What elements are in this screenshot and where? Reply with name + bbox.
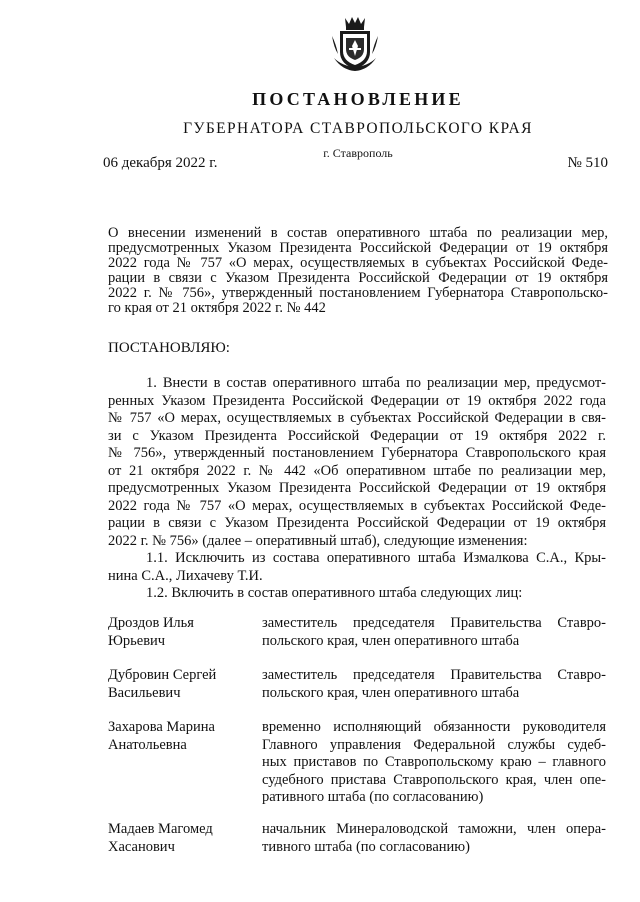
member-entry (108, 719, 606, 809)
document-number: № 510 (567, 155, 608, 171)
member-position: заместитель председателя Правительства Ставро- польского края, член оперативного штаба (262, 667, 606, 701)
coat-of-arms-icon (330, 14, 380, 72)
subject-line: предусмотренных Указом Президента Российской Федерации от 19 октября (108, 240, 608, 256)
member-entry (108, 821, 606, 861)
subject-line: О внесении изменений в состав оперативного штаба по реализации мер, (108, 225, 608, 241)
body-line: ренных Указом Президента Российской Федерации от 19 октября 2022 года (108, 392, 606, 409)
issuer-title: ГУБЕРНАТОРА СТАВРОПОЛЬСКОГО КРАЯ (183, 120, 533, 137)
body-line: 2022 г. № 756» (далее – оперативный штаб), следующие изменения: (108, 532, 528, 549)
document-date: 06 декабря 2022 г. (103, 155, 218, 171)
body-line: 1.1. Исключить из состава оперативного штаба Измалкова С.А., Кры- (146, 550, 606, 566)
body-line: № 756», утвержденный постановлением Губернатора Ставропольского края (108, 445, 606, 461)
body-line: предусмотренных Указом Президента Российской Федерации от 19 октября (108, 480, 606, 496)
body-line: 2022 года № 757 «О мерах, осуществляемых в субъектах Российской Феде- (108, 497, 606, 514)
member-name: Мадаев Магомед Хасанович (108, 821, 213, 855)
member-position: заместитель председателя Правительства Ставро- польского края, член оперативного штаба (262, 615, 606, 649)
member-position: начальник Минераловодской таможни, член опера- тивного штаба (по согласованию) (262, 821, 606, 855)
subject-line: рации в связи с Указом Президента Российской Федерации от 19 октября (108, 270, 608, 286)
member-position: временно исполняющий обязанности руководителя Главного управления Федеральной службы судеб- ных приставов по Ставропольскому краю – главного судебного пристава Ставропольского края, член опе- ративного штаба (по согласованию) (262, 719, 606, 805)
member-name: Дроздов Илья Юрьевич (108, 615, 194, 649)
body-line: нина С.А., Лихачеву Т.И. (108, 567, 263, 584)
member-name: Дубровин Сергей Васильевич (108, 667, 217, 701)
subject-line: го края от 21 октября 2022 г. № 442 (108, 300, 326, 316)
body-line: рации в связи с Указом Президента Российской Федерации от 19 октября (108, 515, 606, 531)
document-subject (108, 226, 608, 316)
body-line: № 757 «О мерах, осуществляемых в субъектах Российской Федерации в свя- (108, 410, 606, 426)
decree-word: ПОСТАНОВЛЯЮ: (108, 340, 230, 356)
city: г. Ставрополь (323, 146, 393, 160)
subject-line: 2022 года № 757 «О мерах, осуществляемых в субъектах Российской Феде- (108, 255, 608, 271)
member-entry (108, 667, 606, 707)
body-text (108, 375, 606, 603)
body-line: 1. Внести в состав оперативного штаба по реализации мер, предусмот- (146, 375, 606, 391)
member-entry (108, 615, 606, 655)
document-kind-title: ПОСТАНОВЛЕНИЕ (252, 89, 464, 109)
subject-line: 2022 г. № 756», утвержденный постановлением Губернатора Ставропольско- (108, 285, 608, 301)
body-line: зи с Указом Президента Российской Федерации от 19 октября 2022 г. (108, 427, 606, 444)
body-line: от 21 октября 2022 г. № 442 «Об оперативном штабе по реализации мер, (108, 462, 606, 479)
body-line: 1.2. Включить в состав оперативного штаба следующих лиц: (146, 585, 523, 601)
member-name: Захарова Марина Анатольевна (108, 719, 215, 753)
